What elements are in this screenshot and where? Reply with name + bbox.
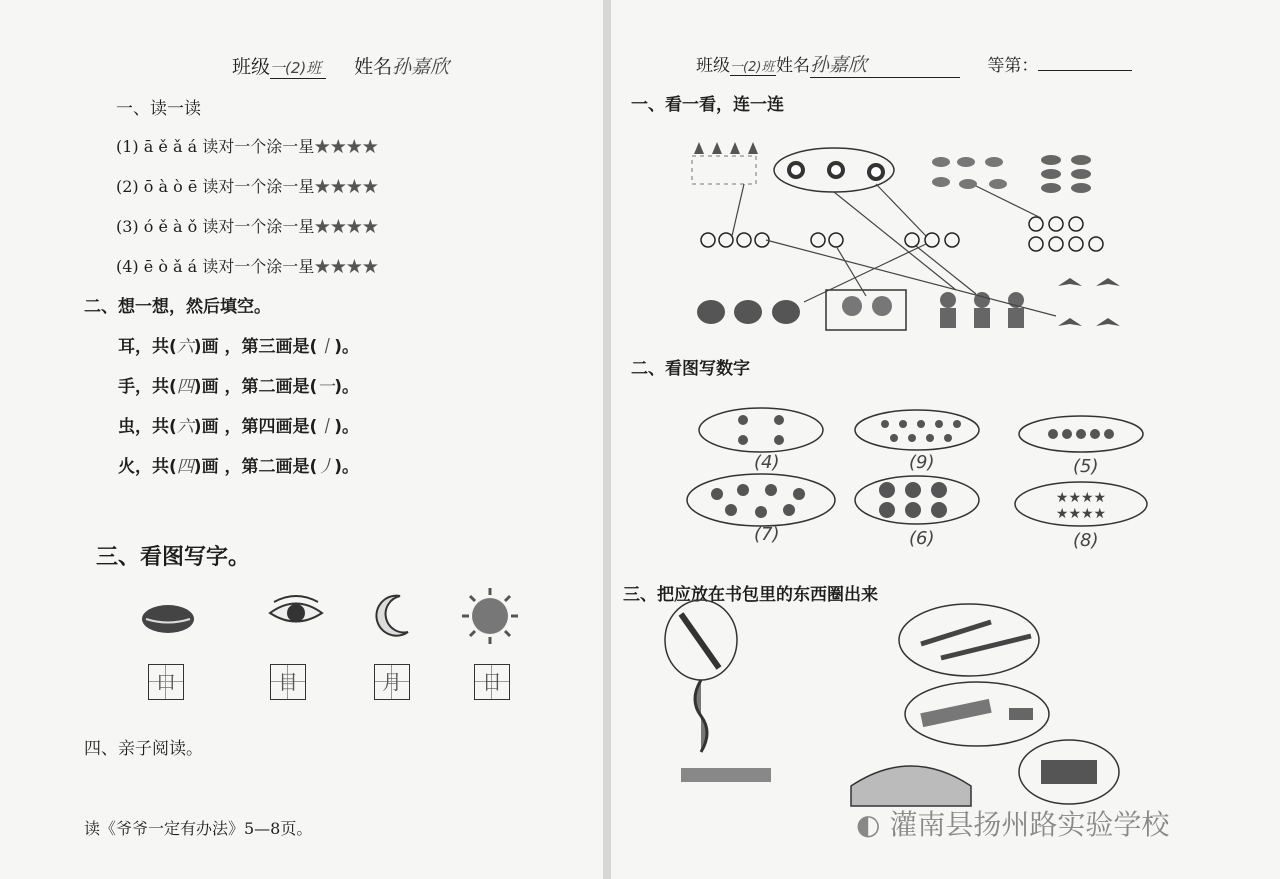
stroke-answer[interactable]: 丨 [317, 417, 335, 437]
pinyin-sounds: ó ě à ǒ [143, 217, 198, 236]
star-rating[interactable]: ★★★★ [314, 177, 379, 196]
character: 虫 [118, 417, 135, 437]
row-number: (1) [116, 137, 139, 156]
boys-group [940, 292, 1024, 328]
count-answer-1[interactable]: (4) [754, 452, 780, 473]
grade-label: 等第： [987, 56, 1039, 76]
row-instruction: 读对一个涂一星 [202, 257, 315, 276]
saw-icon [681, 768, 771, 782]
mouth-icon [140, 596, 196, 642]
left-worksheet [0, 0, 603, 879]
stroke-row: 手，共(四)画 ，第二画是(一)。 [118, 377, 360, 397]
carrots-group [692, 142, 758, 184]
answer-box-moon[interactable]: 月 [374, 664, 410, 700]
answer-lines [732, 184, 1056, 316]
answer-box-mouth[interactable]: 口 [148, 664, 184, 700]
stroke-answer[interactable]: 丿 [317, 457, 335, 477]
chickens-group [697, 300, 800, 324]
matching-exercise [686, 140, 1156, 340]
reading-assignment: 读《爷爷一定有办法》5—8页。 [84, 819, 313, 838]
class-value-right: 一(2)班 [730, 56, 776, 76]
page-gutter [603, 0, 611, 879]
stroke-answer[interactable]: 丨 [317, 337, 335, 357]
character: 火 [118, 457, 135, 477]
name-value-right: 孙嘉欣 [810, 50, 960, 78]
svg-text:★★★★: ★★★★ [1055, 490, 1107, 506]
name-label-right: 姓名 [776, 56, 810, 76]
sun-icon [460, 586, 520, 646]
row-number: (4) [116, 257, 139, 276]
section2-title: 二、想一想，然后填空。 [84, 297, 271, 317]
moon-icon [370, 592, 414, 638]
stationery-box-icon [1041, 760, 1097, 784]
row-text: ，共 [135, 337, 169, 357]
pencil-icon [941, 636, 1031, 658]
name-label: 姓名 [354, 56, 393, 78]
stroke-count-answer[interactable]: 四 [176, 457, 194, 477]
right-section1-title: 一、看一看，连一连 [631, 95, 784, 115]
count-answer-5[interactable]: (6) [909, 528, 935, 549]
right-header [696, 50, 1132, 78]
section1-title: 一、读一读 [116, 99, 201, 119]
count-answer-6[interactable]: (8) [1073, 530, 1099, 551]
birds-group [1058, 278, 1120, 326]
count-answer-2[interactable]: (9) [909, 452, 935, 473]
leaves-group [932, 157, 1007, 189]
stroke-answer[interactable]: 一 [317, 377, 335, 397]
row-number: (3) [116, 217, 139, 236]
name-value: 孙嘉欣 [392, 56, 450, 78]
stroke-count-answer[interactable]: 四 [176, 377, 194, 397]
violin-icon [695, 680, 707, 752]
row-text: ，共 [135, 377, 169, 397]
count-answer-4[interactable]: (7) [754, 524, 780, 545]
pen-icon [921, 622, 991, 644]
character: 手 [118, 377, 135, 397]
class-value: 一(2)班 [270, 57, 326, 79]
pinyin-sounds: ō à ò ē [143, 177, 198, 196]
count-answer-3[interactable]: (5) [1073, 456, 1099, 477]
row-text: 画 ，第三画是 [201, 337, 310, 357]
stroke-row: 火，共(四)画 ，第二画是(丿)。 [118, 457, 360, 477]
wechat-icon: ◐ [856, 808, 881, 841]
row-instruction: 读对一个涂一星 [202, 177, 315, 196]
pinyin-sounds: ā ě ǎ á [143, 137, 198, 156]
basket-icon [851, 766, 971, 806]
star-rating[interactable]: ★★★★ [314, 217, 379, 236]
fish-group [1041, 155, 1091, 193]
right-section2-title: 二、看图写数字 [631, 359, 750, 379]
character: 耳 [118, 337, 135, 357]
ruler-icon [681, 614, 719, 668]
row-text: 画 ，第四画是 [201, 417, 310, 437]
eye-icon [266, 594, 326, 632]
stroke-count-answer[interactable]: 六 [176, 337, 194, 357]
schoolbag-exercise [661, 596, 1141, 826]
class-label-right: 班级 [696, 56, 730, 76]
row-text: 画 ，第二画是 [201, 457, 310, 477]
eraser-icon [1009, 708, 1033, 720]
reading-row [116, 134, 378, 157]
row-text: ，共 [135, 417, 169, 437]
row-instruction: 读对一个涂一星 [202, 137, 315, 156]
row-number: (2) [116, 177, 139, 196]
answer-box-sun[interactable]: 日 [474, 664, 510, 700]
pencil-case-icon [920, 699, 991, 727]
class-label: 班级 [232, 56, 271, 78]
star-rating[interactable]: ★★★★ [314, 257, 379, 276]
row-text: 画 ，第二画是 [201, 377, 310, 397]
right-worksheet [611, 0, 1280, 879]
row-instruction: 读对一个涂一星 [202, 217, 315, 236]
section3-title: 三、看图写字。 [96, 545, 251, 570]
stroke-row: 耳，共(六)画 ，第三画是(丨)。 [118, 337, 360, 357]
star-rating[interactable]: ★★★★ [314, 137, 379, 156]
right-section3-title: 三、把应放在书包里的东西圈出来 [623, 585, 878, 605]
row-text: ，共 [135, 457, 169, 477]
section4-title: 四、亲子阅读。 [84, 739, 203, 759]
reading-row [116, 214, 378, 237]
left-header [232, 52, 449, 79]
stroke-row: 虫，共(六)画 ，第四画是(丨)。 [118, 417, 360, 437]
stroke-count-answer[interactable]: 六 [176, 417, 194, 437]
grade-field[interactable] [1038, 54, 1132, 71]
watermark-text: 灌南县扬州路实验学校 [889, 808, 1170, 841]
answer-box-eye[interactable]: 目 [270, 664, 306, 700]
svg-text:★★★★: ★★★★ [1055, 506, 1107, 522]
pinyin-sounds: ē ò ǎ á [143, 257, 198, 276]
reading-row [116, 254, 378, 277]
watermark-logo [856, 803, 1169, 843]
reading-row [116, 174, 378, 197]
